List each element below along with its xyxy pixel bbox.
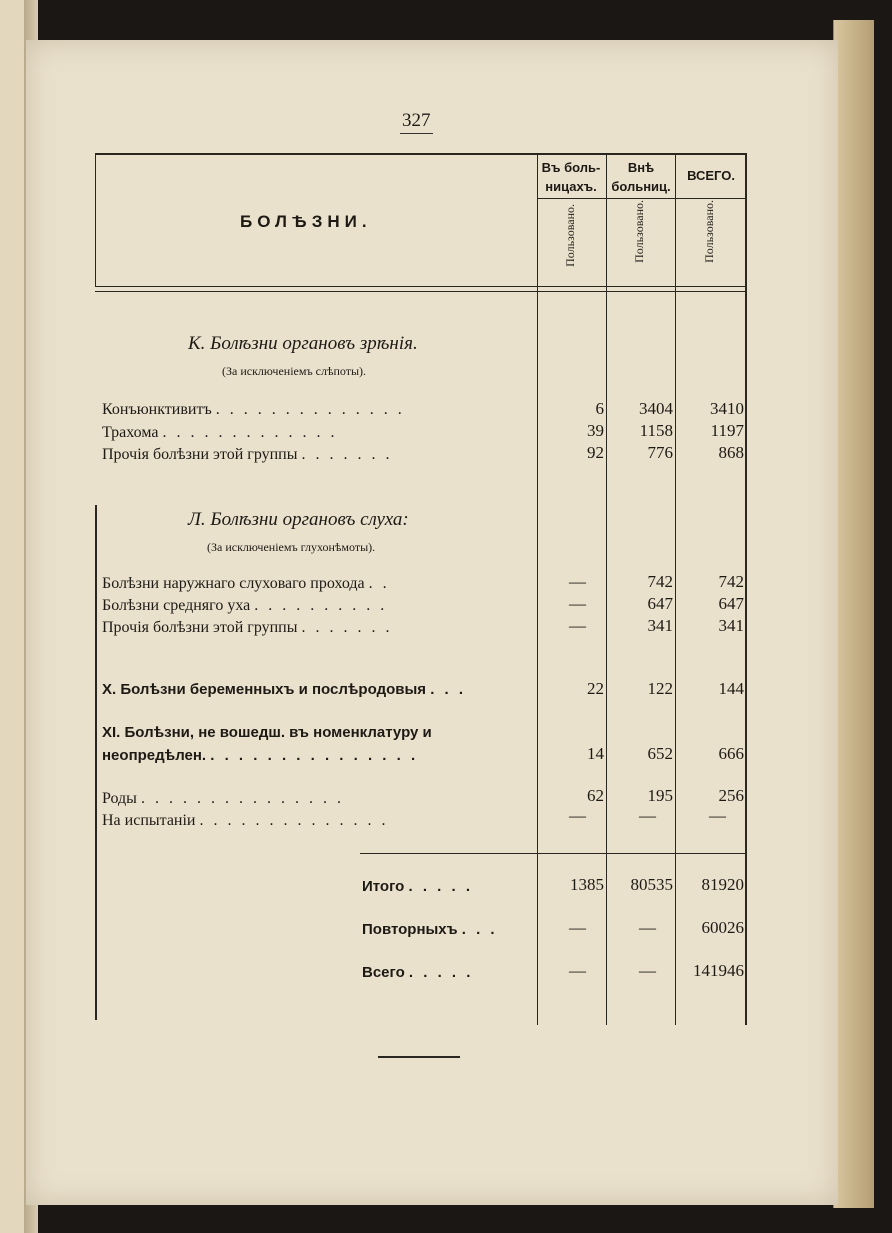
cell-total: 81920: [701, 875, 744, 894]
cell-hospital: —: [569, 961, 586, 980]
cell-outside: 647: [647, 594, 673, 613]
cell-hospital: —: [569, 572, 586, 591]
cell-hospital: 14: [587, 744, 604, 763]
cell-hospital: —: [569, 806, 586, 825]
cell-outside: —: [639, 806, 656, 825]
row-label-text: Конъюнктивитъ: [102, 401, 212, 418]
cell-hospital: 6: [595, 399, 604, 418]
col1-used-label: Пользовано.: [563, 204, 577, 267]
cell-total: —: [709, 806, 726, 825]
row-label-text: Болѣзни средняго уха: [102, 597, 251, 614]
row-label: [102, 747, 418, 764]
col-divider-1: [537, 153, 538, 1025]
cell-outside: 195: [647, 786, 673, 805]
leader-dots: . . . . . . . . . . . . . . .: [140, 790, 344, 807]
cell-total: 144: [718, 679, 744, 698]
cell-total: 256: [718, 786, 744, 805]
leader-dots: . . .: [430, 681, 467, 698]
leader-dots: . . . . . . . . . .: [254, 597, 388, 614]
row-label-text: Роды: [102, 790, 137, 807]
col1-header: [537, 158, 605, 196]
cell-total: 666: [718, 744, 744, 763]
cell-hospital: 22: [587, 679, 604, 698]
cell-outside: 742: [647, 572, 673, 591]
row-label: [102, 424, 337, 442]
row-label: [102, 790, 344, 808]
leader-dots: . .: [368, 575, 390, 592]
cell-hospital: —: [569, 616, 586, 635]
cell-outside: 1158: [639, 421, 673, 440]
col1-header-line1: Въ боль-: [541, 160, 601, 175]
total-label: [362, 921, 498, 938]
cell-outside: 776: [647, 443, 673, 462]
row-label: [102, 575, 390, 593]
page-number: 327: [400, 110, 433, 134]
total-label-text: Всего: [362, 964, 405, 981]
section-l-note: (За исключеніемъ глухонѣмоты).: [207, 540, 376, 554]
cell-hospital: 1385: [570, 875, 604, 894]
row-label: [102, 681, 466, 698]
col-divider-3: [675, 153, 676, 1025]
subheader-rule: [537, 198, 747, 199]
row-label: [102, 812, 389, 830]
table-left-border: [95, 153, 96, 287]
col3-used-label: Пользовано.: [702, 200, 716, 263]
leader-dots: . . . . .: [408, 878, 473, 895]
cell-total: 341: [718, 616, 744, 635]
end-rule: [378, 1056, 460, 1058]
leader-dots: . . . . . . . . . . . . . . .: [210, 747, 419, 764]
col3-header: [677, 166, 745, 185]
cell-hospital: 39: [587, 421, 604, 440]
row-label-text: X. Болѣзни беременныхъ и послѣродовыя: [102, 681, 427, 698]
col2-header-line1: Внѣ: [627, 160, 655, 175]
cell-hospital: —: [569, 918, 586, 937]
col-divider-2: [606, 153, 607, 1025]
leader-dots: . . . . . . . . . . . . . .: [199, 812, 389, 829]
cell-total: 3410: [710, 399, 744, 418]
col2-used-label: Пользовано.: [632, 200, 646, 263]
total-label-text: Повторныхъ: [362, 921, 458, 938]
cell-total: 141946: [693, 961, 744, 980]
section-k-title: К. Болѣзни органовъ зрѣнія.: [188, 333, 418, 354]
leader-dots: . . . . . . . . . . . . . .: [215, 401, 405, 418]
row-label: [102, 619, 392, 637]
leader-dots: . . . . . . .: [301, 619, 393, 636]
cell-hospital: —: [569, 594, 586, 613]
row-label-text: неопредѣлен.: [102, 747, 207, 764]
row-label-text: XI. Болѣзни, не вошедш. въ номенклатуру и: [102, 724, 432, 741]
cell-outside: 3404: [639, 399, 673, 418]
leader-dots: . . . . .: [408, 964, 474, 981]
section-k-note: (За исключеніемъ слѣпоты).: [222, 364, 367, 378]
cell-total: 868: [718, 443, 744, 462]
page-stack-edge: [833, 20, 874, 1208]
row-label: [102, 446, 392, 464]
cell-hospital: 62: [587, 786, 604, 805]
cell-outside: 341: [647, 616, 673, 635]
row-label-text: Трахома: [102, 424, 159, 441]
row-label: [102, 401, 405, 419]
header-bottom-rule-2: [95, 291, 747, 292]
cell-total: 1197: [710, 421, 744, 440]
col2-header-line2: больниц.: [611, 179, 671, 194]
cell-outside: 122: [647, 679, 673, 698]
diseases-header: БОЛѢЗНИ.: [240, 212, 372, 231]
cell-total: 60026: [701, 918, 744, 937]
row-label: [102, 724, 432, 741]
cell-hospital: 92: [587, 443, 604, 462]
header-bottom-rule: [95, 286, 747, 287]
row-label-text: Прочія болѣзни этой группы: [102, 446, 298, 463]
table-top-rule: [95, 153, 747, 155]
col3-header-line1: ВСЕГО.: [687, 168, 735, 183]
leader-dots: . . . . . . . . . . . . .: [162, 424, 338, 441]
cell-outside: 652: [647, 744, 673, 763]
leader-dots: . . .: [461, 921, 498, 938]
cell-total: 742: [718, 572, 744, 591]
col2-header: [607, 158, 675, 196]
row-label-text: Прочія болѣзни этой группы: [102, 619, 298, 636]
cell-total: 647: [718, 594, 744, 613]
cell-outside: —: [639, 918, 656, 937]
row-label-text: На испытаніи: [102, 812, 196, 829]
cell-outside: —: [639, 961, 656, 980]
table-right-border: [745, 153, 747, 1025]
leader-dots: . . . . . . .: [301, 446, 393, 463]
total-label: [362, 878, 473, 895]
col1-header-line2: ницахъ.: [545, 179, 597, 194]
total-label: [362, 964, 473, 981]
row-label: [102, 597, 387, 615]
total-label-text: Итого: [362, 878, 405, 895]
totals-rule: [360, 853, 747, 854]
row-label-text: Болѣзни наружнаго слуховаго прохода: [102, 575, 365, 592]
section-l-title: Л. Болѣзни органовъ слуха:: [188, 509, 409, 530]
left-border-lower: [95, 505, 97, 1020]
cell-outside: 80535: [630, 875, 673, 894]
